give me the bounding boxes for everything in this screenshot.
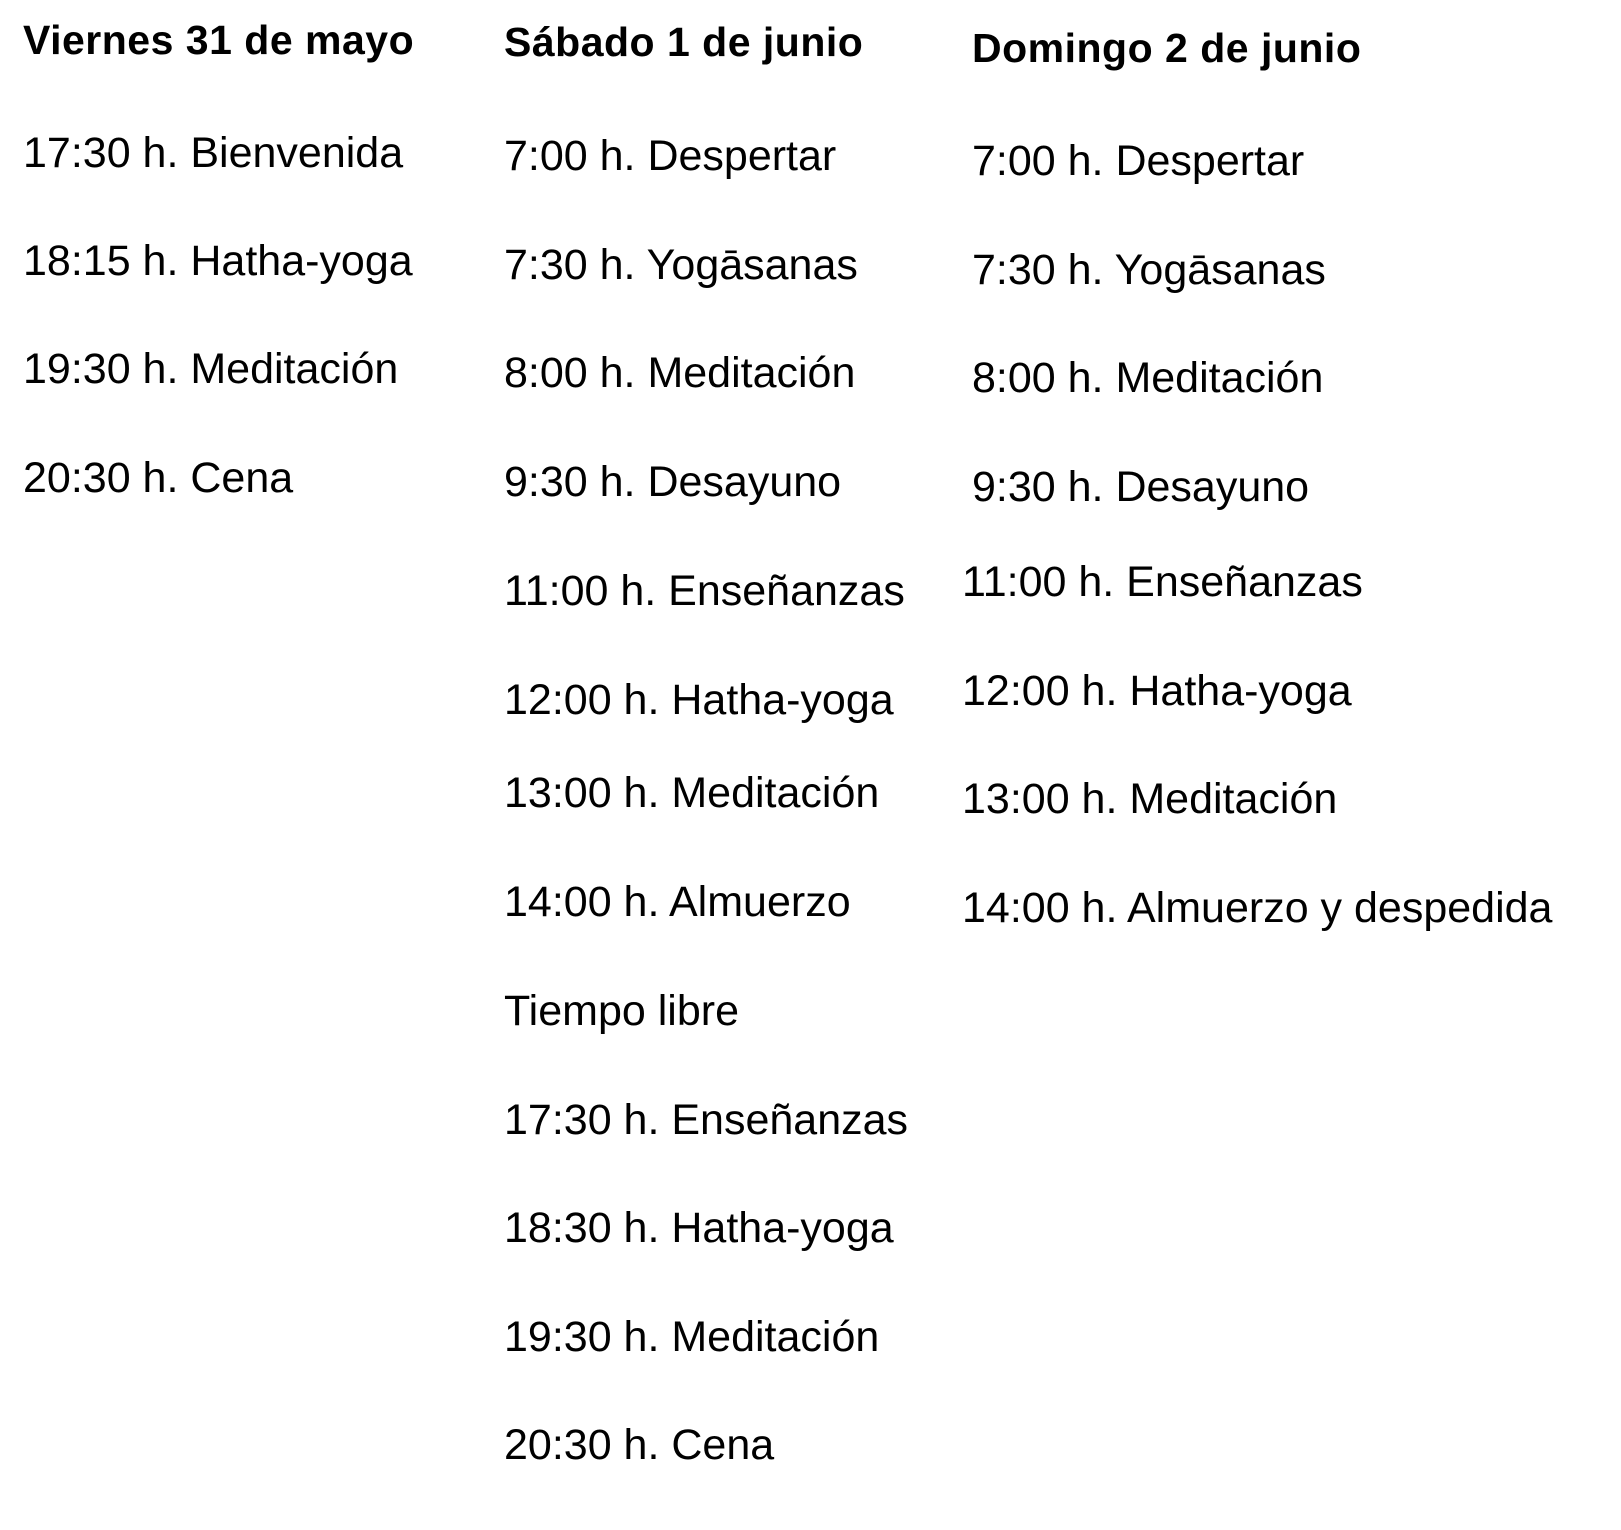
day-heading: Viernes 31 de mayo: [23, 17, 415, 63]
schedule-item: 17:30 h. Bienvenida: [23, 129, 404, 177]
schedule-item: 13:00 h. Meditación: [504, 769, 880, 817]
schedule-item: 20:30 h. Cena: [23, 454, 294, 502]
schedule-item: 7:30 h. Yogāsanas: [972, 246, 1326, 294]
schedule-item: 20:30 h. Cena: [504, 1421, 775, 1469]
schedule-item: 18:15 h. Hatha-yoga: [23, 237, 413, 285]
schedule-item: 8:00 h. Meditación: [972, 354, 1324, 402]
schedule-item: 19:30 h. Meditación: [504, 1313, 880, 1361]
schedule-item: 11:00 h. Enseñanzas: [962, 558, 1363, 606]
schedule-item: 19:30 h. Meditación: [23, 345, 399, 393]
schedule-item: 9:30 h. Desayuno: [504, 458, 842, 506]
schedule-item: Tiempo libre: [504, 987, 739, 1035]
schedule-item: 8:00 h. Meditación: [504, 349, 856, 397]
day-heading: Domingo 2 de junio: [972, 25, 1362, 71]
day-heading: Sábado 1 de junio: [504, 19, 864, 65]
schedule-item: 7:00 h. Despertar: [504, 132, 837, 180]
schedule-item: 9:30 h. Desayuno: [972, 463, 1310, 511]
schedule-item: 18:30 h. Hatha-yoga: [504, 1204, 894, 1252]
schedule-item: 14:00 h. Almuerzo y despedida: [962, 884, 1553, 932]
schedule-item: 14:00 h. Almuerzo: [504, 878, 851, 926]
schedule-item: 12:00 h. Hatha-yoga: [962, 667, 1352, 715]
schedule-item: 7:00 h. Despertar: [972, 137, 1305, 185]
schedule-item: 13:00 h. Meditación: [962, 775, 1338, 823]
schedule-item: 11:00 h. Enseñanzas: [504, 567, 905, 615]
schedule-item: 17:30 h. Enseñanzas: [504, 1096, 909, 1144]
schedule-item: 12:00 h. Hatha-yoga: [504, 676, 894, 724]
schedule-item: 7:30 h. Yogāsanas: [504, 241, 858, 289]
